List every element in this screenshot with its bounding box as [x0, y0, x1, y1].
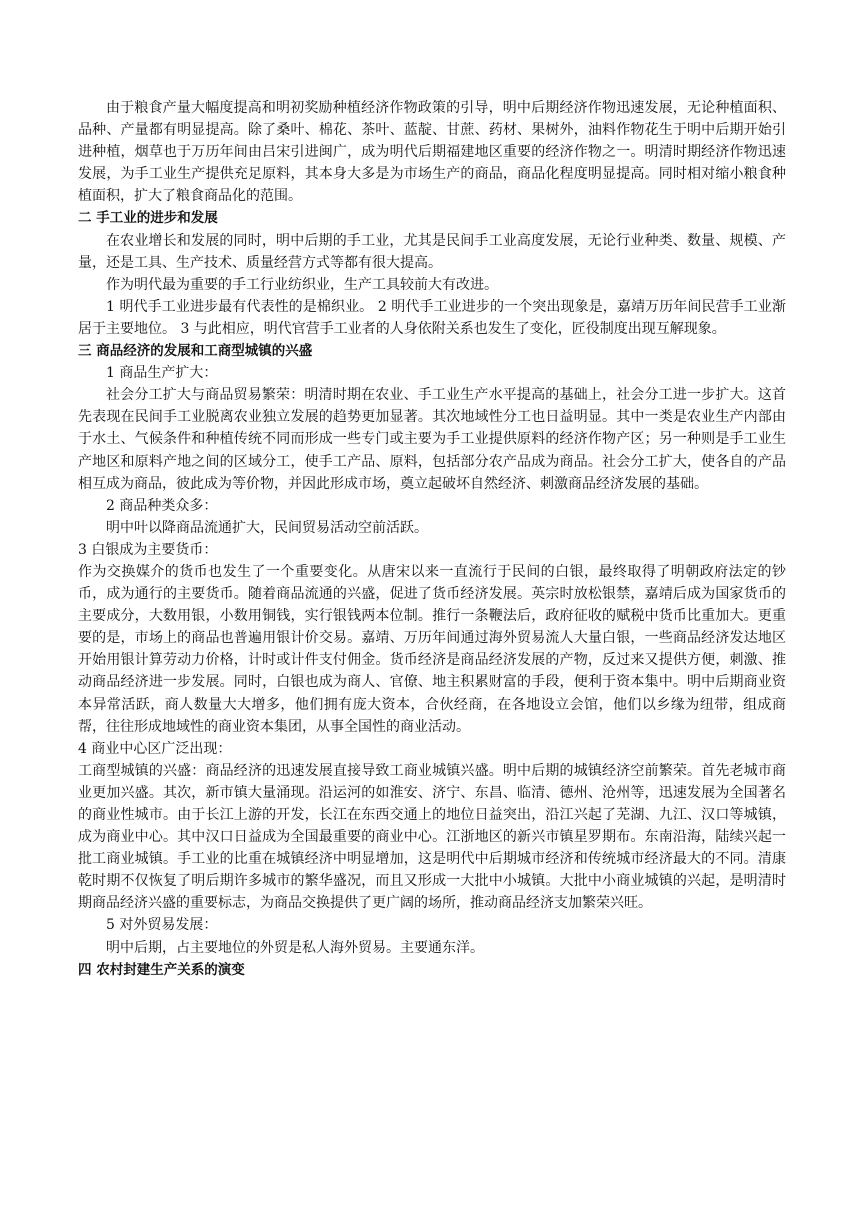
- subheading-silver-currency: 3 白银成为主要货币：: [78, 541, 218, 558]
- subheading-foreign-trade: 5 对外贸易发展：: [106, 917, 218, 934]
- paragraph-textile-tools: 作为明代最为重要的手工行业纺织业，生产工具较前大有改进。: [106, 276, 498, 293]
- subheading-production-expansion: 1 商品生产扩大：: [106, 365, 218, 382]
- document-page: [78, 97, 786, 981]
- paragraph-foreign-trade: 明中后期，占主要地位的外贸是私人海外贸易。主要通东洋。: [106, 939, 484, 956]
- paragraph-cash-crops: 由于粮食产量大幅度提高和明初奖励种植经济作物政策的引导，明中后期经济作物迅速发展，无论种植面积、品种、产量都有明显提高。除了桑叶、棉花、茶叶、蓝靛、甘蔗、药材、果树外，油料作物花生于明中后期开始引进种植，烟草也于万历年间由吕宋引进闽广，成为明代后期福建地区重要的经济作物之一。明清时期经济作物迅速发展，为手工业生产提供充足原料，其本身大多是为市场生产的商品，商品化程度明显提高。同时相对缩小粮食种植面积，扩大了粮食商品化的范围。: [78, 100, 786, 205]
- paragraph-commercial-towns: 工商型城镇的兴盛：商品经济的迅速发展直接导致工商业城镇兴盛。明中后期的城镇经济空前繁荣。首先老城市商业更加兴盛。其次，新市镇大量涌现。沿运河的如淮安、济宁、东昌、临清、德州、沧州等，迅速发展为全国著名的商业性城市。由于长江上游的开发，长江在东西交通上的地位日益突出，沿江兴起了芜湖、九江、汉口等城镇，成为商业中心。其中汉口日益成为全国最重要的商业中心。江浙地区的新兴市镇星罗期布。东南沿海，陆续兴起一批工商业城镇。手工业的比重在城镇经济中明显增加，这是明代中后期城市经济和传统城市经济最大的不同。清康乾时期不仅恢复了明后期许多城市的繁华盛况，而且又形成一大批中小城镇。大批中小商业城镇的兴起，是明清时期商品经济兴盛的重要标志，为商品交换提供了更广阔的场所，推动商品经济支加繁荣兴旺。: [78, 762, 786, 912]
- section-heading-handicraft: 二 手工业的进步和发展: [78, 210, 218, 227]
- paragraph-handicraft-points: 1 明代手工业进步最有代表性的是棉织业。 2 明代手工业进步的一个突出现象是，嘉靖万历年间民营手工业渐居于主要地位。 3 与此相应，明代官营手工业者的人身依附关系也发生了变化，匠役制度出现互解现象。: [78, 298, 786, 337]
- paragraph-silver-currency: 作为交换媒介的货币也发生了一个重要变化。从唐宋以来一直流行于民间的白银，最终取得了明朝政府法定的钞币，成为通行的主要货币。随着商品流通的兴盛，促进了货币经济发展。英宗时放松银禁，嘉靖后成为国家货币的主要成分，大数用银，小数用铜钱，实行银钱两本位制。推行一条鞭法后，政府征收的赋税中货币比重加大。更重要的是，市场上的商品也普遍用银计价交易。嘉靖、万历年间通过海外贸易流人大量白银，一些商品经济发达地区开始用银计算劳动力价格，计时或计件支付佣金。货币经济是商品经济发展的产物，反过来又提供方便，刺激、推动商品经济进一步发展。同时，白银也成为商人、官僚、地主积累财富的手段，便利于资本集中。明中后期商业资本异常活跃，商人数量大大增多，他们拥有庞大资本，合伙经商，在各地设立会馆，他们以乡缘为纽带，组成商帮，往往形成地域性的商业资本集团，从事全国性的商业活动。: [78, 563, 786, 735]
- section-heading-commodity-economy: 三 商品经济的发展和工商型城镇的兴盛: [78, 343, 313, 360]
- paragraph-trade-activity: 明中叶以降商品流通扩大，民间贸易活动空前活跃。: [106, 519, 428, 536]
- section-heading-rural-relations: 四 农村封建生产关系的演变: [78, 961, 245, 978]
- paragraph-division-of-labor: 社会分工扩大与商品贸易繁荣：明清时期在农业、手工业生产水平提高的基础上，社会分工进一步扩大。这首先表现在民间手工业脱离农业独立发展的趋势更加显著。其次地域性分工也日益明显。其中一类是农业生产内部由于水土、气候条件和种植传统不同而形成一些专门或主要为手工业提供原料的经济作物产区；另一种则是手工业生产地区和原料产地之间的区域分工，使手工产品、原料，包括部分农产品成为商品。社会分工扩大，使各自的产品相互成为商品，彼此成为等价物，并因此形成市场，奠立起破坏自然经济、刺激商品经济发展的基础。: [78, 387, 786, 492]
- subheading-commodity-variety: 2 商品种类众多：: [106, 497, 218, 514]
- subheading-commercial-centers: 4 商业中心区广泛出现：: [78, 740, 232, 757]
- paragraph-handicraft-growth: 在农业增长和发展的同时，明中后期的手工业，尤其是民间手工业高度发展，无论行业种类、数量、规模、产量，还是工具、生产技术、质量经营方式等都有很大提高。: [78, 232, 786, 271]
